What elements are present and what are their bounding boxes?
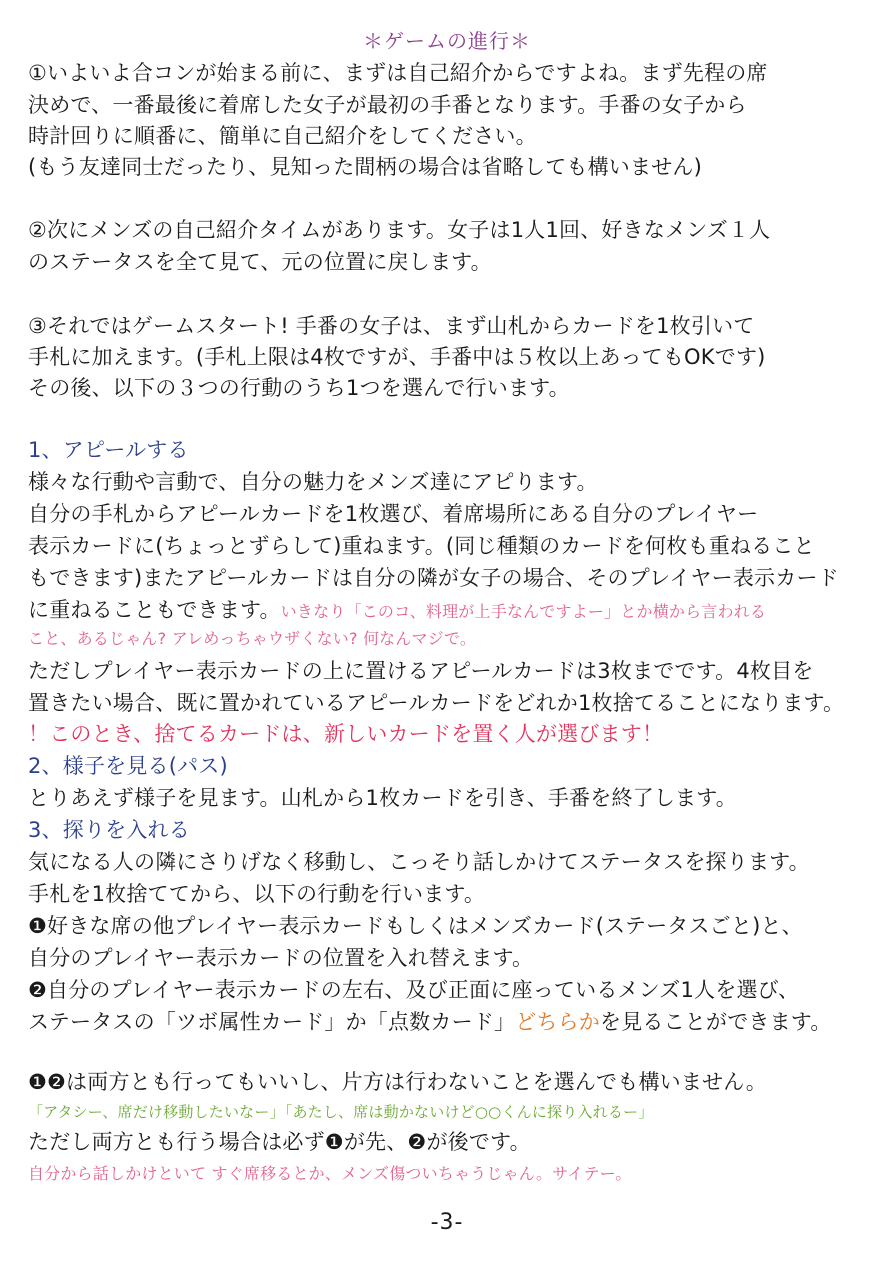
action1-line1: 様々な行動や言動で、自分の魅力をメンズ達にアピります。 [28, 470, 598, 494]
page-number: -3- [430, 1210, 464, 1235]
both-comment1: 「アタシー、席だけ移動したいなー」「あたし、席は動かないけど○○くんに探り入れるー」 [28, 1103, 654, 1121]
action1-line5 [28, 595, 878, 627]
action2-heading: 2、様子を見る(パス) [28, 754, 228, 778]
action1-comment: いきなり「このコ、料理が上手なんですよー」とか横から言われる [280, 602, 767, 621]
action2-line1: とりあえず様子を見ます。山札から1枚カードを引き、手番を終了します。 [28, 786, 737, 810]
action3-line6-end: を見ることができます。 [600, 1010, 832, 1034]
action1-line3: 表示カードに(ちょっとずらして)重ねます。(同じ種類のカードを何枚も重ねること [28, 534, 815, 558]
action3-line1: 気になる人の隣にさりげなく移動し、こっそり話しかけてステータスを探ります。 [28, 850, 810, 874]
step2-line1: ②次にメンズの自己紹介タイムがあります。女子は1人1回、好きなメンズ１人 [28, 218, 771, 242]
action3-line3: ❶好きな席の他プレイヤー表示カードもしくはメンズカード(ステータスごと)と、 [28, 914, 803, 938]
action3-line4: 自分のプレイヤー表示カードの位置を入れ替えます。 [28, 946, 534, 970]
both-line1: ❶❷は両方とも行ってもいいし、片方は行わないことを選んでも構いません。 [28, 1070, 767, 1094]
action1-line5-text: に重ねることもできます。 [28, 598, 281, 622]
step3-line1: ③それではゲームスタート! 手番の女子は、まず山札からカードを1枚引いて [28, 314, 755, 338]
action1-comment-line2: こと、あるじゃん? アレめっちゃウザくない? 何なんマジで。 [28, 629, 477, 648]
step1-line4: (もう友達同士だったり、見知った間柄の場合は省略しても構いません) [28, 155, 702, 179]
both-comment2: 自分から話しかけといて すぐ席移るとか、メンズ傷ついちゃうじゃん。サイテー。 [28, 1164, 632, 1183]
action1-line7: ただしプレイヤー表示カードの上に置けるアピールカードは3枚までです。4枚目を [28, 659, 814, 683]
action1-line2: 自分の手札からアピールカードを1枚選び、着席場所にある自分のプレイヤー [28, 502, 759, 526]
step1-line3: 時計回りに順番に、簡単に自己紹介をしてください。 [28, 124, 537, 148]
action1-warning: ！このとき、捨てるカードは、新しいカードを置く人が選びます！ [28, 722, 664, 746]
step1-line2: 決めで、一番最後に着席した女子が最初の手番となります。手番の女子から [28, 93, 747, 117]
step3-line3: その後、以下の３つの行動のうち1つを選んで行います。 [28, 376, 570, 400]
both-line2: ただし両方とも行う場合は必ず❶が先、❷が後です。 [28, 1130, 531, 1154]
action1-line4: もできます)またアピールカードは自分の隣が女子の場合、そのプレイヤー表示カード [28, 566, 839, 590]
action3-line6-text: ステータスの「ツボ属性カード」か「点数カード」 [28, 1010, 516, 1034]
action3-line5: ❷自分のプレイヤー表示カードの左右、及び正面に座っているメンズ1人を選び、 [28, 978, 800, 1002]
action1-heading: 1、アピールする [28, 438, 189, 462]
step1-line1: ①いよいよ合コンが始まる前に、まずは自己紹介からですよね。まず先程の席 [28, 61, 768, 85]
action1-line8: 置きたい場合、既に置かれているアピールカードをどれか1枚捨てることになります。 [28, 691, 845, 715]
action3-line2: 手札を1枚捨ててから、以下の行動を行います。 [28, 882, 486, 906]
action3-heading: 3、探りを入れる [28, 818, 190, 842]
step3-line2: 手札に加えます。(手札上限は4枚ですが、手番中は５枚以上あってもOKです) [28, 345, 766, 369]
action3-highlight: どちらか [515, 1010, 600, 1034]
step2-line2: のステータスを全て見て、元の位置に戻します。 [28, 250, 492, 274]
section-title: ＊ゲームの進行＊ [363, 29, 531, 53]
action3-line6 [28, 1007, 878, 1037]
